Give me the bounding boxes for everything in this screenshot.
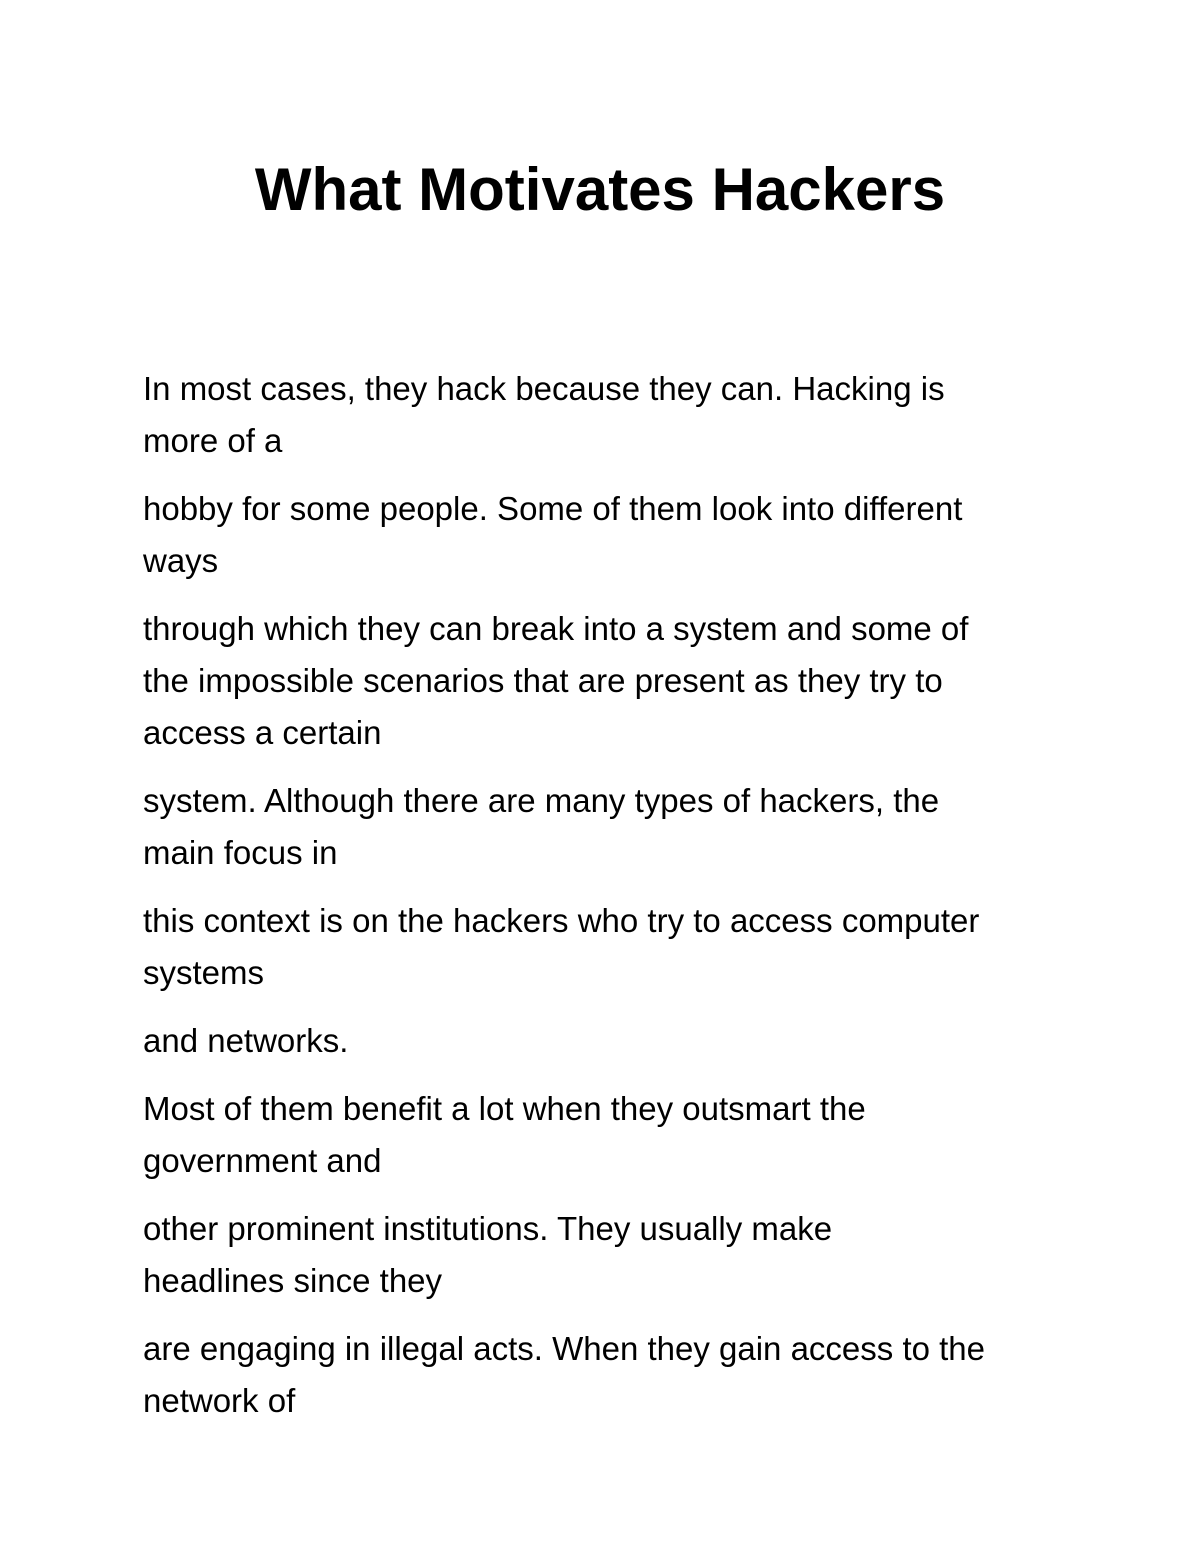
text-line: systems: [143, 954, 265, 991]
text-line: In most cases, they hack because they can. Hacking is: [143, 370, 945, 407]
text-line: hobby for some people. Some of them look into different: [143, 490, 963, 527]
text-line: Most of them benefit a lot when they outsmart the: [143, 1090, 866, 1127]
paragraph: [143, 1015, 1073, 1067]
text-line: and networks.: [143, 1022, 349, 1059]
paragraph: [143, 483, 1073, 587]
paragraph: [143, 1203, 1073, 1307]
text-line: main focus in: [143, 834, 338, 871]
text-line: through which they can break into a system and some of: [143, 610, 969, 647]
paragraph: [143, 603, 1073, 759]
text-line: more of a: [143, 422, 283, 459]
text-line: other prominent institutions. They usually make: [143, 1210, 833, 1247]
text-line: government and: [143, 1142, 382, 1179]
text-line: system. Although there are many types of hackers, the: [143, 782, 940, 819]
page-title: What Motivates Hackers: [254, 156, 946, 223]
paragraph: [143, 363, 1073, 467]
text-line: this context is on the hackers who try to access computer: [143, 902, 980, 939]
text-line: network of: [143, 1382, 296, 1419]
text-line: ways: [143, 542, 219, 579]
paragraph: [143, 775, 1073, 879]
body-text: [143, 363, 1073, 1443]
text-line: headlines since they: [143, 1262, 443, 1299]
text-line: access a certain: [143, 714, 382, 751]
text-line: the impossible scenarios that are present as they try to: [143, 662, 943, 699]
paragraph: [143, 1323, 1073, 1427]
paragraph: [143, 895, 1073, 999]
text-line: are engaging in illegal acts. When they gain access to the: [143, 1330, 986, 1367]
paragraph: [143, 1083, 1073, 1187]
